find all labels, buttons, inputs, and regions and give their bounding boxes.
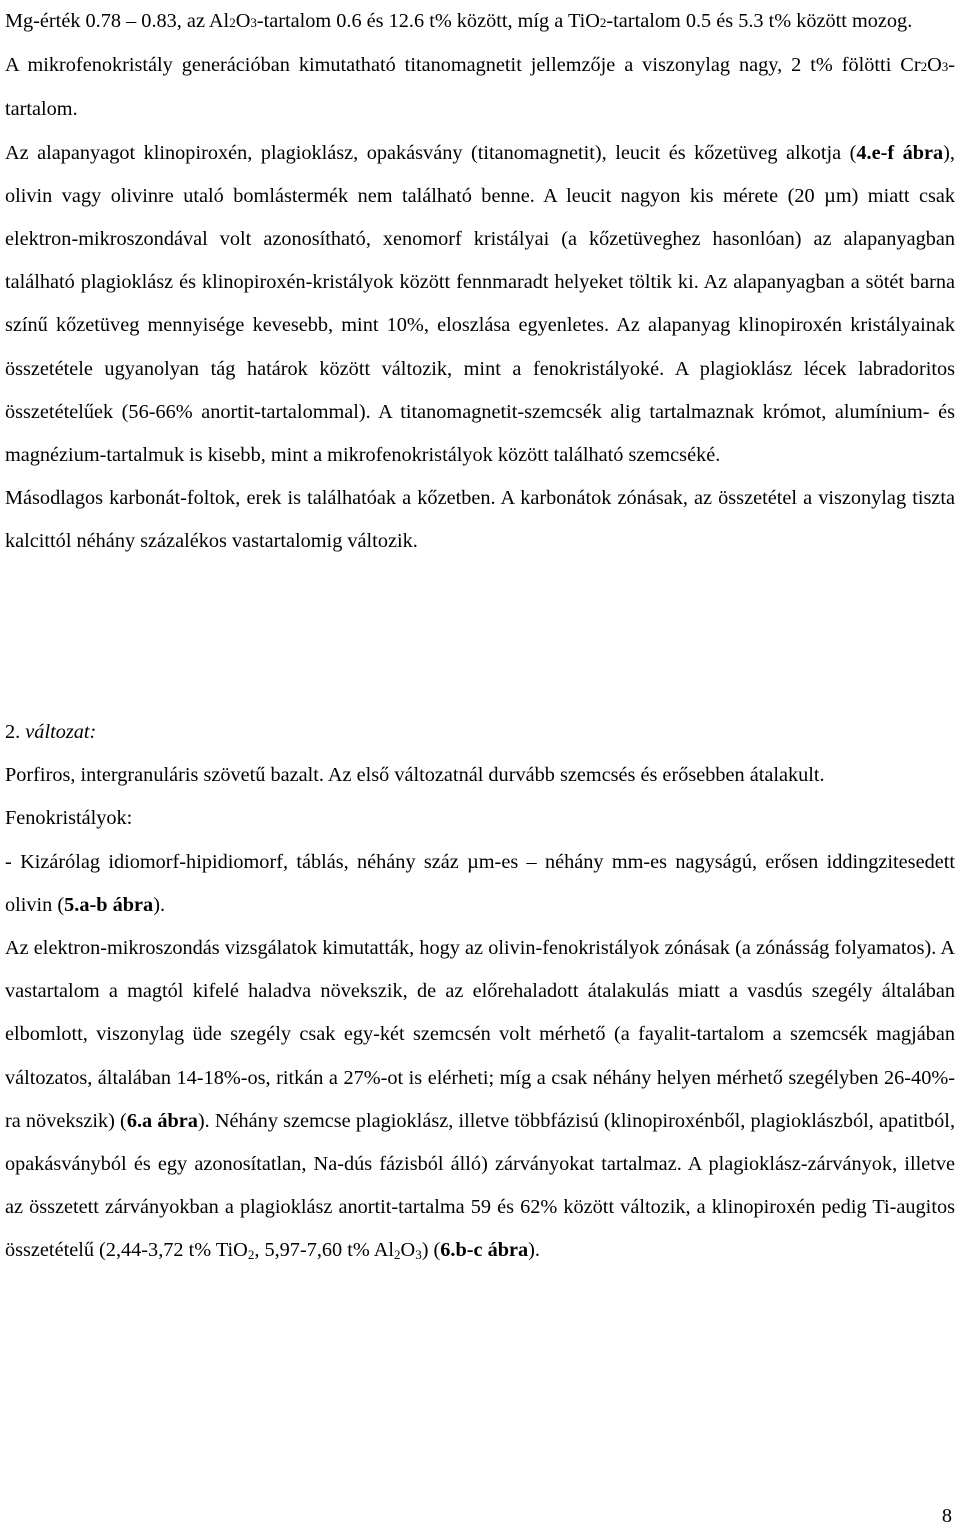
text-run: O [927,54,942,77]
text-run: ). Néhány szemcse plagioklász, illetve többfázisú (klinopiroxénből, plagioklászból, apatitból, opakásványból és egy azonosítatlan, Na-dús fázisból álló) zárványokat tartalmaz. A plagioklász-zárványok, illetve az összetett zárványokban a plagioklász anortit-tartalma 59 és 62% között változik, a klinopiroxén pedig Ti-augitos összetételű (2,44-3,72 t% TiO [5,1109,956,1262]
text-run: -tartalom 0.6 és 12.6 t% között, míg a TiO [256,10,600,32]
text-block-upper [5,0,955,564]
subscript: 2 [229,15,236,30]
paragraph-microphenocryst [5,44,955,131]
figure-reference: 6.b-c ábra [440,1239,529,1262]
paragraph-carbonate: Másodlagos karbonát-foltok, erek is találhatóak a kőzetben. A karbonátok zónásak, az összetétel a viszonylag tiszta kalcittól néhány százalékos vastartalomig változik. [5,487,955,553]
subscript: 3 [415,1247,422,1263]
subscript: 2 [247,1247,255,1263]
text-run: Az elektron-mikroszondás vizsgálatok kimutatták, hogy az olivin-fenokristályok zónásak (a zónásság folyamatos). A vastartalom a magtól kifelé haladva növekszik, de az előrehaladott átalakulás miatt a vasdús szegély általában elbomlott, viszonylag üde szegély csak egy-két szemcsén volt mérhető (a fayalit-tartalom a szemcsék magjában változatos, általában 14-18%-os, ritkán a 27%-ot is elérheti; míg a csak néhány helyen mérhető szegélyben 26-40%-ra növekszik) ( [5,937,955,1132]
variant-heading [5,711,955,754]
page-number: 8 [941,1505,952,1527]
text-run: -tartalom. [5,54,955,121]
subscript: 2 [394,1247,401,1263]
text-run: ). [528,1239,540,1262]
subscript: 3 [941,59,949,75]
variant-label: változat: [25,721,97,743]
paragraph-porphyritic: Porfiros, intergranuláris szövetű bazalt. Az első változatnál durvább szemcsés és erősebben átalakult. [5,764,825,787]
text-run: Az alapanyagot klinopiroxén, plagioklász, opakásvány (titanomagnetit), leucit és kőzetüveg alkotja ( [5,141,857,164]
text-run: ), olivin vagy olivinre utaló bomlástermék nem található benne. A leucit nagyon kis mérete (20 µm) miatt csak elektron-mikroszondával volt azonosítható, xenomorf kristályai (a kőzetüveghez hasonlóan) az alapanyagban található plagioklász és klinopiroxén-kristályok között fennmaradt helyeket töltik ki. Az alapanyagban a sötét barna színű kőzetüveg mennyisége kevesebb, mint 10%, eloszlása egyenletes. Az alapanyag klinopiroxén kristályainak összetétele ugyanolyan tág határok között változik, mint a fenokristályoké. A plagioklász lécek labradoritos összetételűek (56-66% anortit-tartalommal). A titanomagnetit-szemcsék alig tartalmaznak krómot, alumínium- és magnézium-tartalmuk is kisebb, mint a mikrofenokristályok között található szemcséké. [5,141,955,467]
text-run: ) ( [421,1239,441,1262]
variant-number: 2. [5,721,21,743]
text-run: O [400,1239,416,1262]
text-run: - Kizárólag idiomorf-hipidiomorf, táblás, néhány száz µm-es – néhány mm-es nagyságú, erősen iddingzitesedett olivin ( [5,850,955,916]
text-block-lower [5,711,955,1273]
text-run: -tartalom 0.5 és 5.3 t% között mozog. [606,10,913,32]
paragraph-microprobe [5,927,955,1273]
paragraph-olivine-list-item [5,841,955,927]
figure-reference: 5.a-b ábra [64,893,154,916]
figure-reference: 6.a ábra [126,1109,198,1132]
subscript: 3 [250,15,257,30]
paragraph-groundmass [5,132,955,478]
subscript: 2 [599,15,607,30]
figure-reference: 4.e-f ábra [856,141,944,164]
text-run: O [235,10,251,32]
text-run: Mg-érték 0.78 – 0.83, az Al [5,10,230,32]
text-run: , 5,97-7,60 t% Al [254,1239,395,1262]
paragraph-phenocrysts-heading: Fenokristályok: [5,807,133,830]
text-run: A mikrofenokristály generációban kimutatható titanomagnetit jellemzője a viszonylag nagy, 2 t% fölötti Cr [5,54,921,77]
subscript: 2 [920,59,928,75]
text-run: ). [153,893,166,916]
paragraph-mg-value [5,0,955,44]
